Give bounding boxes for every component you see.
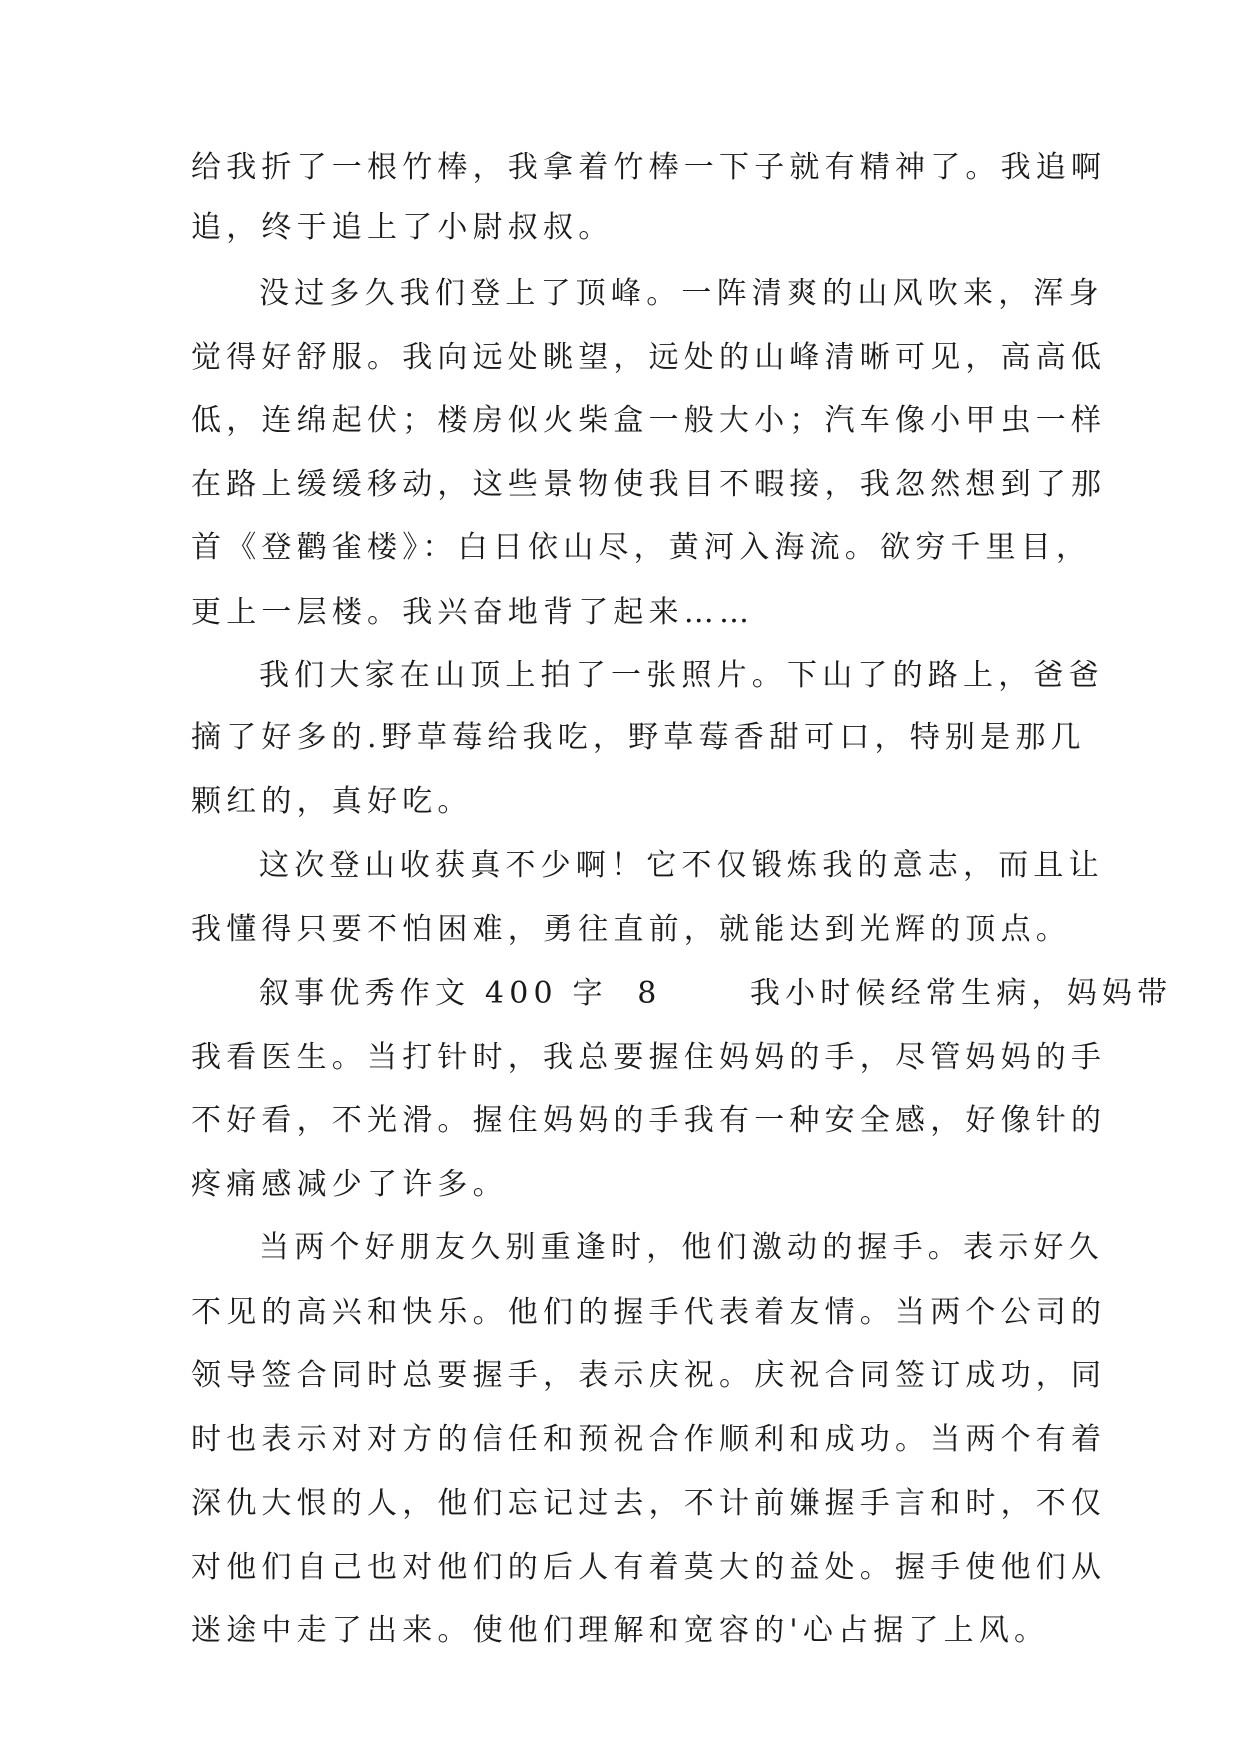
text-line: 觉得好舒服。我向远处眺望，远处的山峰清晰可见，高高低: [191, 340, 1107, 375]
text-line: 摘了好多的.野草莓给我吃，野草莓香甜可口，特别是那几: [191, 720, 1086, 755]
text-line: 给我折了一根竹棒，我拿着竹棒一下子就有精神了。我追啊: [191, 150, 1107, 185]
text-line: 没过多久我们登上了顶峰。一阵清爽的山风吹来，浑身: [259, 276, 1104, 311]
text-line: 深仇大恨的人，他们忘记过去，不计前嫌握手言和时，不仅: [191, 1486, 1107, 1521]
text-line: 不见的高兴和快乐。他们的握手代表着友情。当两个公司的: [191, 1295, 1107, 1330]
text-line: 我看医生。当打针时，我总要握住妈妈的手，尽管妈妈的手: [191, 1040, 1107, 1075]
text-line: 迷途中走了出来。使他们理解和宽容的'心占据了上风。: [191, 1613, 1050, 1648]
text-line: 当两个好朋友久别重逢时，他们激动的握手。表示好久: [259, 1230, 1104, 1265]
text-line: 领导签合同时总要握手，表示庆祝。庆祝合同签订成功，同: [191, 1358, 1107, 1393]
text-line: 在路上缓缓移动，这些景物使我目不暇接，我忽然想到了那: [191, 467, 1107, 502]
text-line: 叙事优秀作文 400 字 8 我小时候经常生病，妈妈带: [259, 976, 1173, 1011]
text-line: 我懂得只要不怕困难，勇往直前，就能达到光辉的顶点。: [191, 912, 1071, 947]
text-line: 这次登山收获真不少啊！它不仅锻炼我的意志，而且让: [259, 848, 1104, 883]
text-line: 追，终于追上了小尉叔叔。: [191, 210, 614, 245]
text-line: 低，连绵起伏；楼房似火柴盒一般大小；汽车像小甲虫一样: [191, 403, 1107, 438]
text-line: 疼痛感减少了许多。: [191, 1167, 508, 1202]
text-line: 颗红的，真好吃。: [191, 784, 473, 819]
text-line: 时也表示对对方的信任和预祝合作顺利和成功。当两个有着: [191, 1422, 1107, 1457]
text-line: 对他们自己也对他们的后人有着莫大的益处。握手使他们从: [191, 1550, 1107, 1585]
text-line: 不好看，不光滑。握住妈妈的手我有一种安全感，好像针的: [191, 1103, 1107, 1138]
text-line: 首《登鹳雀楼》：白日依山尽，黄河入海流。欲穷千里目，: [191, 530, 1092, 565]
text-line: 我们大家在山顶上拍了一张照片。下山了的路上，爸爸: [259, 658, 1104, 693]
text-line: 更上一层楼。我兴奋地背了起来……: [191, 595, 755, 630]
